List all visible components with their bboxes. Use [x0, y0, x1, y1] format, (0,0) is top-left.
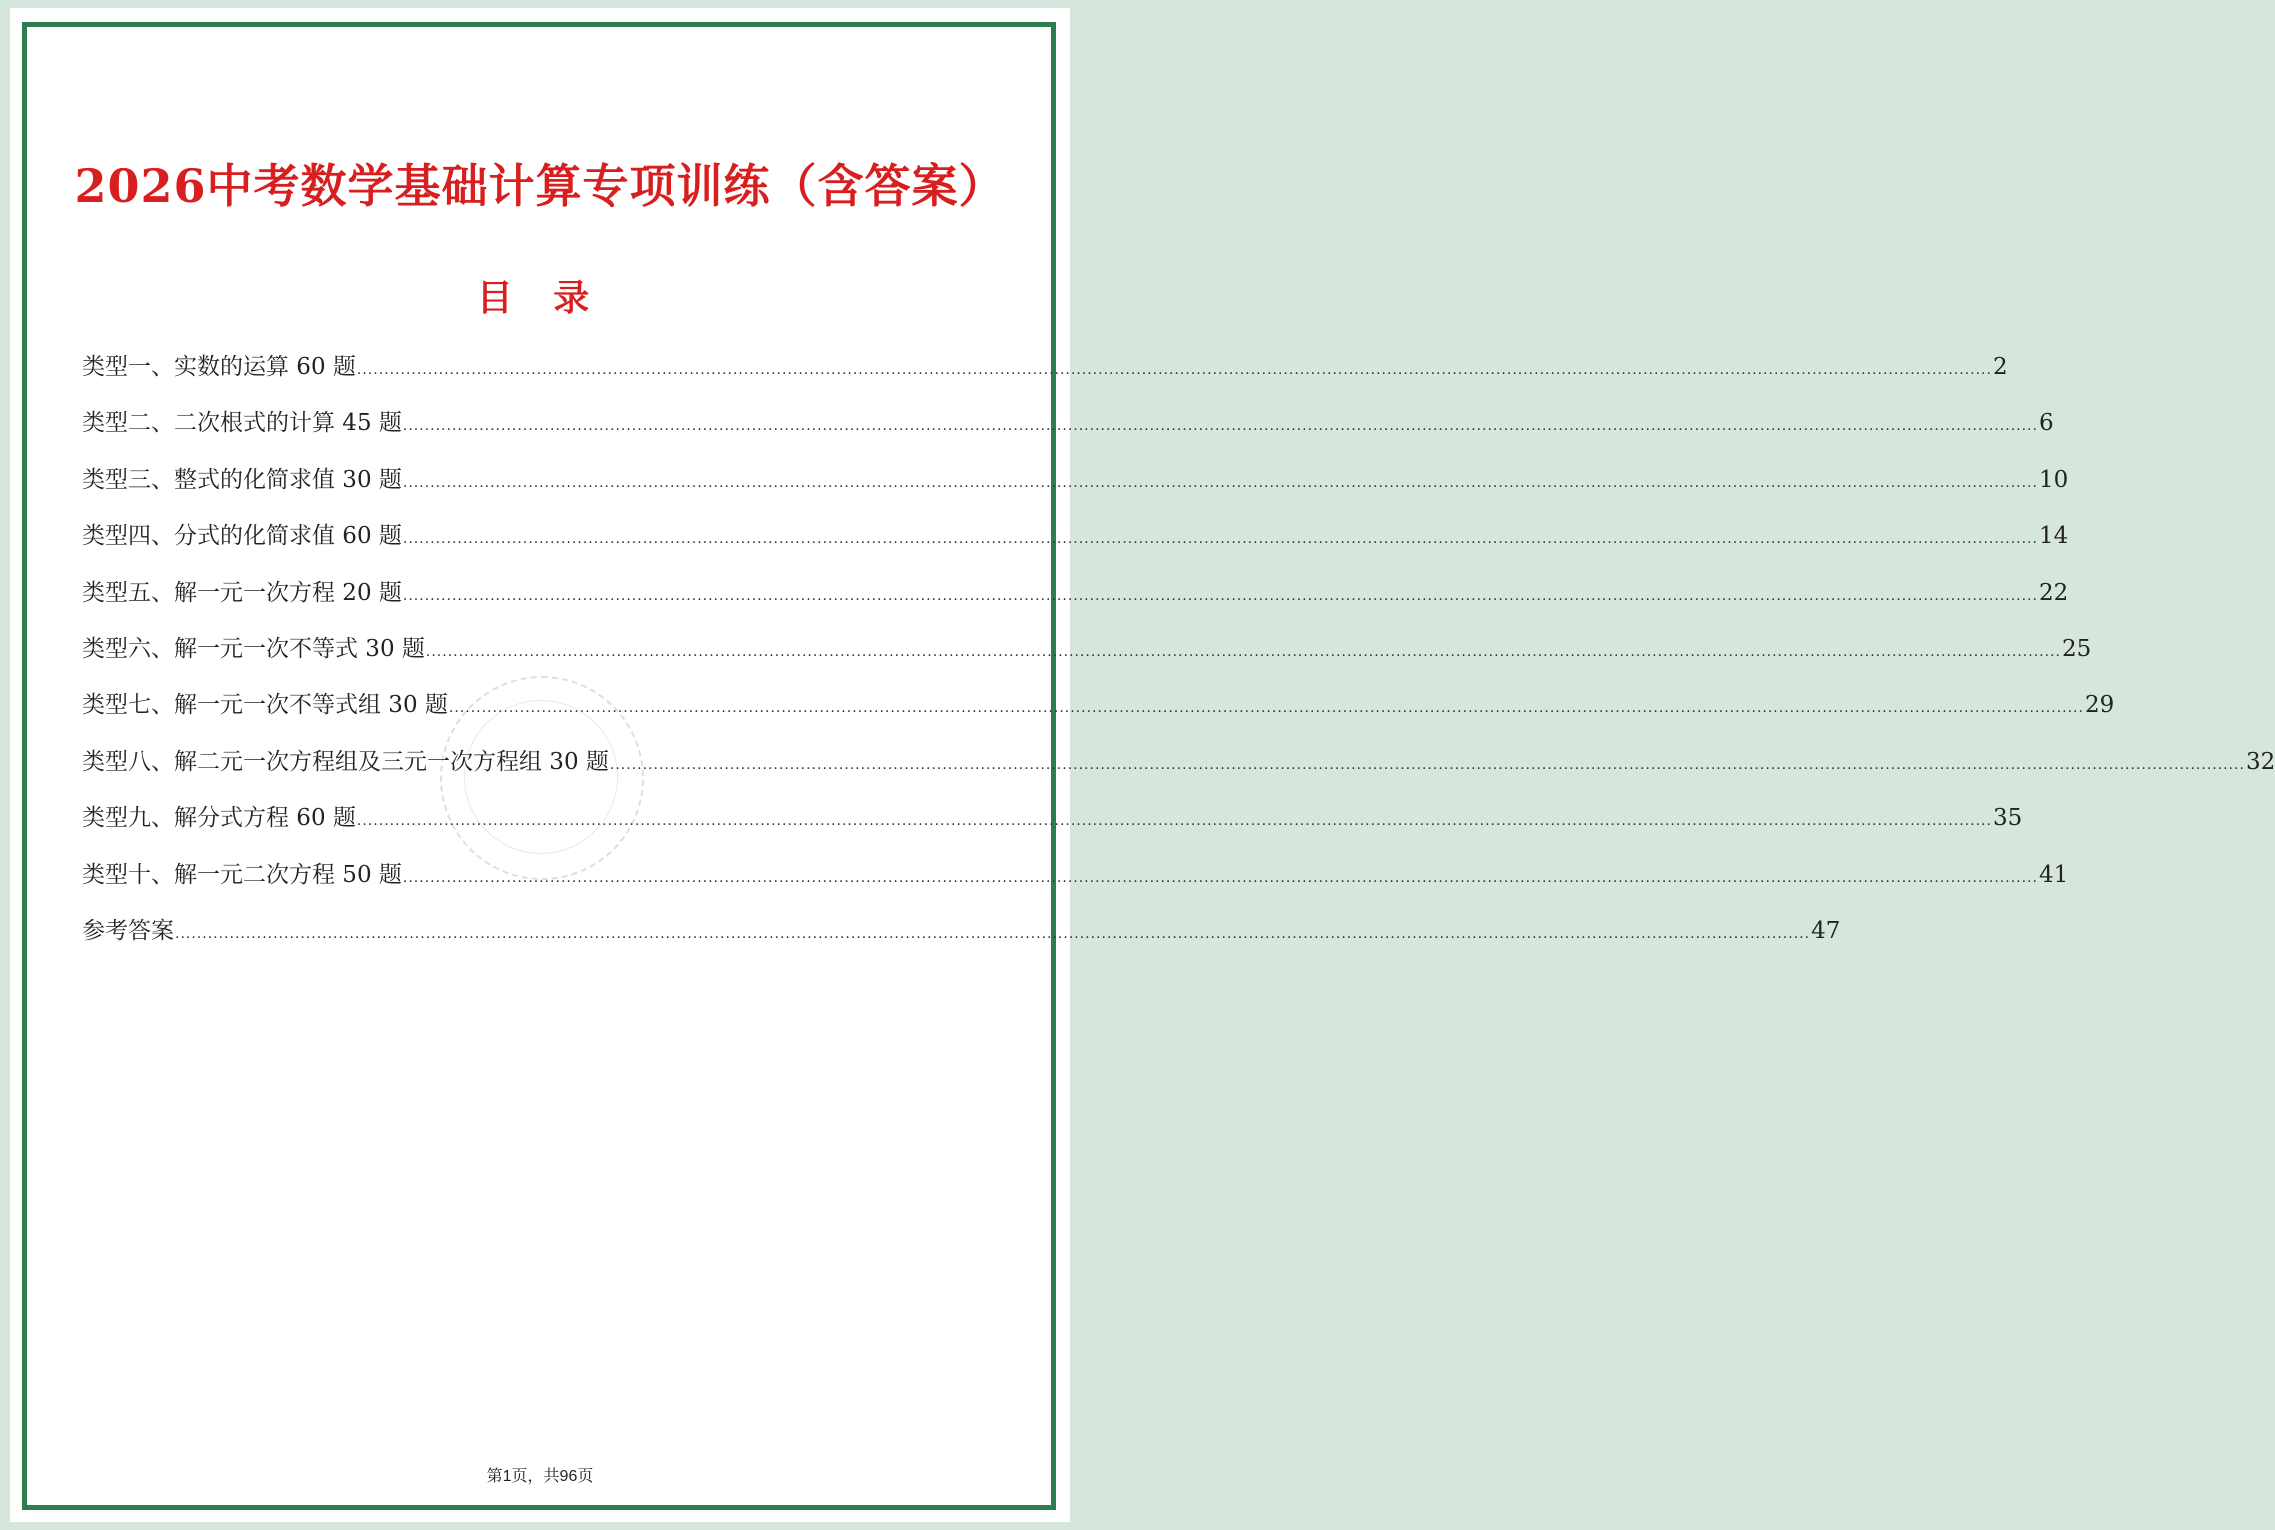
toc-entry-page: 29 [2084, 692, 2115, 719]
toc-entry-label: 类型六、解一元一次不等式 30 题 [82, 635, 425, 662]
toc-leader-dots: ............................................................................................................................................................................................................................................................................................................ [402, 587, 2038, 604]
toc-leader-dots: ............................................................................................................................................................................................................................................................................................................ [609, 756, 2245, 773]
toc-leader-dots: ............................................................................................................................................................................................................................................................................................................ [448, 700, 2084, 717]
toc-entry-page: 32 [2245, 748, 2275, 775]
toc-entry[interactable] [82, 630, 2092, 686]
toc-entry[interactable] [82, 686, 2115, 742]
toc-entry-label: 类型二、二次根式的计算 45 题 [82, 410, 402, 437]
toc-entry-page: 14 [2038, 523, 2069, 550]
toc-leader-dots: ............................................................................................................................................................................................................................................................................................................ [402, 869, 2038, 886]
toc-entry-page: 41 [2038, 861, 2069, 888]
toc-leader-dots: ............................................................................................................................................................................................................................................................................................................ [402, 531, 2038, 548]
toc-leader-dots: ............................................................................................................................................................................................................................................................................................................ [356, 362, 1992, 378]
toc-entry-page: 35 [1992, 805, 2023, 832]
toc-entry[interactable] [82, 461, 2069, 517]
toc-entry[interactable] [82, 348, 2008, 404]
toc-entry[interactable] [82, 517, 2069, 573]
toc-entry-label: 类型五、解一元一次方程 20 题 [82, 579, 402, 606]
toc-entry-label: 类型十、解一元二次方程 50 题 [82, 861, 402, 888]
page-footer: 第1页，共96页 [486, 1468, 594, 1485]
table-of-contents [82, 348, 2275, 968]
toc-entry[interactable] [82, 743, 2275, 799]
toc-leader-dots: ............................................................................................................................................................................................................................................................................................................ [402, 418, 2038, 435]
toc-entry-label: 类型一、实数的运算 60 题 [82, 354, 356, 380]
toc-entry-page: 10 [2038, 466, 2069, 493]
toc-entry-page: 22 [2038, 579, 2069, 606]
toc-entry-page: 6 [2038, 410, 2054, 437]
toc-entry[interactable] [82, 912, 1841, 968]
toc-entry[interactable] [82, 799, 2023, 855]
toc-entry[interactable] [82, 404, 2054, 460]
document-title: 2026中考数学基础计算专项训练（含答案） [74, 159, 1006, 213]
toc-entry-label: 类型三、整式的化简求值 30 题 [82, 466, 402, 493]
toc-entry-label: 参考答案 [82, 917, 174, 944]
toc-entry-label: 类型七、解一元一次不等式组 30 题 [82, 692, 448, 719]
document-page [10, 8, 2275, 1522]
toc-entry-label: 类型四、分式的化简求值 60 题 [82, 523, 402, 550]
toc-entry-page: 47 [1811, 917, 1841, 944]
toc-entry[interactable] [82, 574, 2069, 630]
toc-heading: 目 录 [476, 277, 604, 319]
toc-leader-dots: ............................................................................................................................................................................................................................................................................................................ [356, 813, 1992, 830]
toc-entry-label: 类型九、解分式方程 60 题 [82, 805, 356, 832]
toc-entry-page: 2 [1992, 354, 2008, 380]
toc-entry[interactable] [82, 856, 2069, 912]
toc-leader-dots: ............................................................................................................................................................................................................................................................................................................ [402, 474, 2038, 491]
toc-leader-dots: ............................................................................................................................................................................................................................................................................................................ [425, 643, 2061, 660]
toc-leader-dots: ............................................................................................................................................................................................................................................................................................................ [175, 925, 1811, 942]
toc-entry-label: 类型八、解二元一次方程组及三元一次方程组 30 题 [82, 748, 609, 775]
toc-entry-page: 25 [2061, 635, 2092, 662]
